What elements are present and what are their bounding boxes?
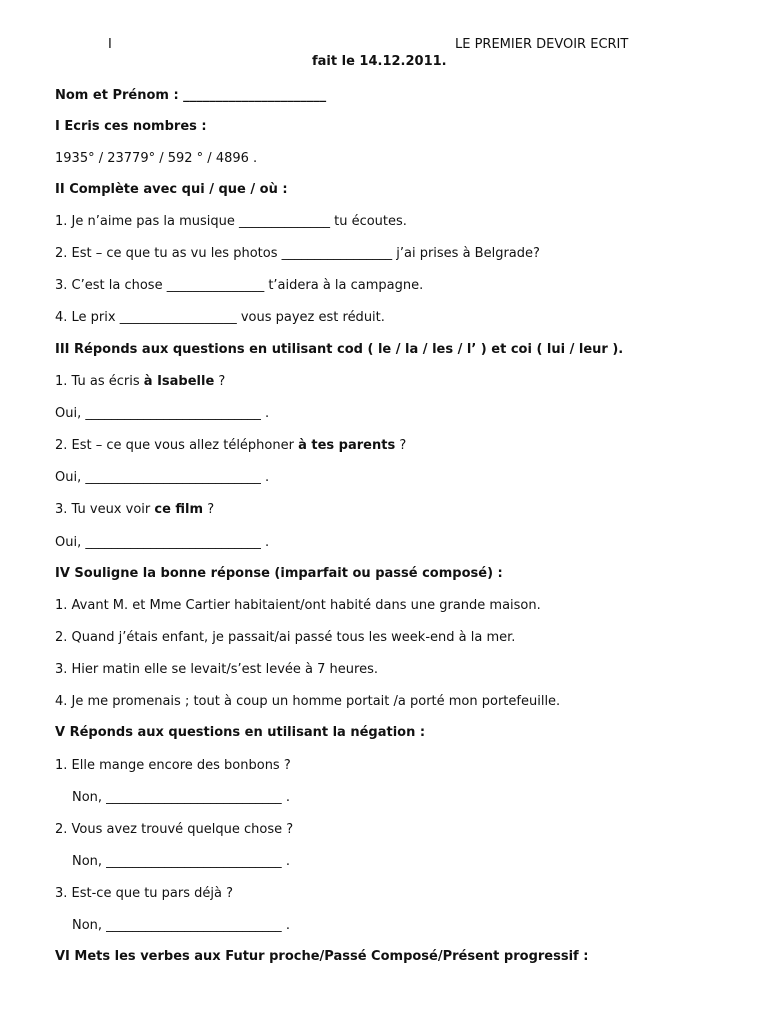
- section-3-question-2: [55, 438, 406, 454]
- section-3-question-1: [55, 374, 225, 390]
- name-line: Nom et Prénom : ______________________: [55, 88, 327, 103]
- section-2-heading: II Complète avec qui / que / où :: [55, 182, 288, 197]
- answer-line: Non, ___________________________ .: [72, 918, 290, 933]
- section-5-question: 2. Vous avez trouvé quelque chose ?: [55, 822, 294, 837]
- section-4-item: 1. Avant M. et Mme Cartier habitaient/ont habité dans une grande maison.: [55, 598, 541, 613]
- question-text: 2. Est – ce que vous allez téléphoner: [55, 438, 299, 453]
- section-2-item: 1. Je n’aime pas la musique ______________ tu écoutes.: [55, 214, 407, 229]
- question-mark: ?: [214, 374, 226, 389]
- section-5-question: 3. Est-ce que tu pars déjà ?: [55, 886, 234, 901]
- answer-line: Oui, ___________________________ .: [55, 535, 270, 550]
- header-date: fait le 14.12.2011.: [312, 54, 447, 69]
- answer-line: Non, ___________________________ .: [72, 854, 290, 869]
- question-text: 3. Tu veux voir: [55, 502, 155, 517]
- section-2-item: 2. Est – ce que tu as vu les photos _________________ j’ai prises à Belgrade?: [55, 246, 540, 261]
- section-1-heading: I Ecris ces nombres :: [55, 119, 207, 134]
- question-text: 1. Tu as écris: [55, 374, 144, 389]
- section-5-heading: V Réponds aux questions en utilisant la négation :: [55, 725, 426, 740]
- section-2-item: 4. Le prix __________________ vous payez est réduit.: [55, 310, 385, 325]
- question-object: ce film: [154, 502, 204, 517]
- section-2-item: 3. C’est la chose _______________ t’aidera à la campagne.: [55, 278, 424, 293]
- section-6-heading: VI Mets les verbes aux Futur proche/Passé Composé/Présent progressif :: [55, 949, 589, 964]
- answer-line: Non, ___________________________ .: [72, 790, 290, 805]
- section-4-item: 4. Je me promenais ; tout à coup un homme portait /a porté mon portefeuille.: [55, 694, 561, 709]
- question-mark: ?: [203, 502, 215, 517]
- question-object: à Isabelle: [143, 374, 215, 389]
- section-3-heading: III Réponds aux questions en utilisant cod ( le / la / les / l’ ) et coi ( lui / leur ).: [55, 342, 624, 357]
- section-4-heading: IV Souligne la bonne réponse (imparfait ou passé composé) :: [55, 566, 503, 581]
- question-mark: ?: [395, 438, 407, 453]
- question-object: à tes parents: [298, 438, 396, 453]
- section-5-question: 1. Elle mange encore des bonbons ?: [55, 758, 291, 773]
- section-1-numbers: 1935° / 23779° / 592 ° / 4896 .: [55, 151, 258, 166]
- header-title: LE PREMIER DEVOIR ECRIT: [455, 37, 629, 52]
- section-4-item: 3. Hier matin elle se levait/s’est levée à 7 heures.: [55, 662, 379, 677]
- answer-line: Oui, ___________________________ .: [55, 470, 270, 485]
- section-3-question-3: [55, 502, 214, 518]
- answer-line: Oui, ___________________________ .: [55, 406, 270, 421]
- header-left-mark: I: [108, 37, 112, 52]
- section-4-item: 2. Quand j’étais enfant, je passait/ai passé tous les week-end à la mer.: [55, 630, 516, 645]
